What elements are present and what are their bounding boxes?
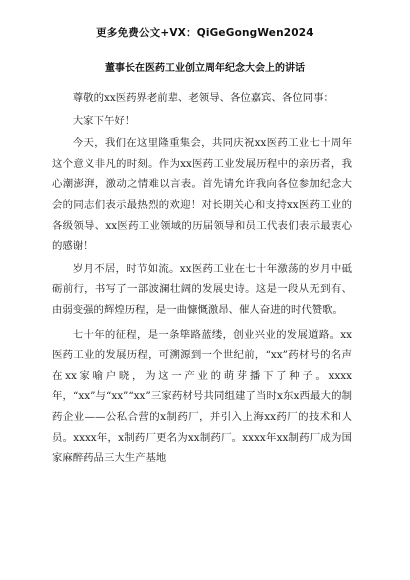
body-paragraph: 七十年的征程，是一条筚路蓝缕，创业兴业的发展道路。xx医药工业的发展历程，可溯源到一个世纪前，“xx”药材号的名声在xx家喻户晓，为这一产业的萌芽播下了种子。xxxx年，“xx”与“xx”“xx”三家药材号共同组建了当时x东x西最大的制药企业——公私合营的x制药厂，并引入上海xx药厂的技术和人员。xxxx年，x制药厂更名为xx制药厂。xxxx年xx制药厂成为国家麻醉药品三大生产基地 — [52, 328, 352, 465]
greeting-paragraph: 大家下午好！ — [72, 114, 136, 127]
body-paragraph: 今天，我们在这里隆重集会，共同庆祝xx医药工业七十周年这个意义非凡的时刻。作为xx医药工业发展历程中的亲历者，我心潮澎湃，激动之情难以言表。首先请允许我向各位参加纪念大会的同志们表示最热烈的欢迎！对长期关心和支持xx医药工业的各级领导、xx医药工业领域的历届领导和员工代表们表示最衷心的感谢！ — [52, 137, 352, 253]
document-body — [52, 88, 352, 469]
body-paragraph: 岁月不居，时节如流。xx医药工业在七十年激荡的岁月中砥砺前行，书写了一部波澜壮阔的发展史诗。这是一段从无到有、由弱变强的辉煌历程，是一曲慷慨激昂、催人奋进的时代赞歌。 — [52, 262, 352, 316]
salutation-paragraph: 尊敬的xx医药界老前辈、老领导、各位嘉宾、各位同事： — [72, 92, 334, 104]
header-watermark: 更多免费公文+VX：QiGeGongWen2024 — [96, 27, 314, 39]
document-title: 董事长在医药工业创立周年纪念大会上的讲话 — [105, 63, 305, 74]
